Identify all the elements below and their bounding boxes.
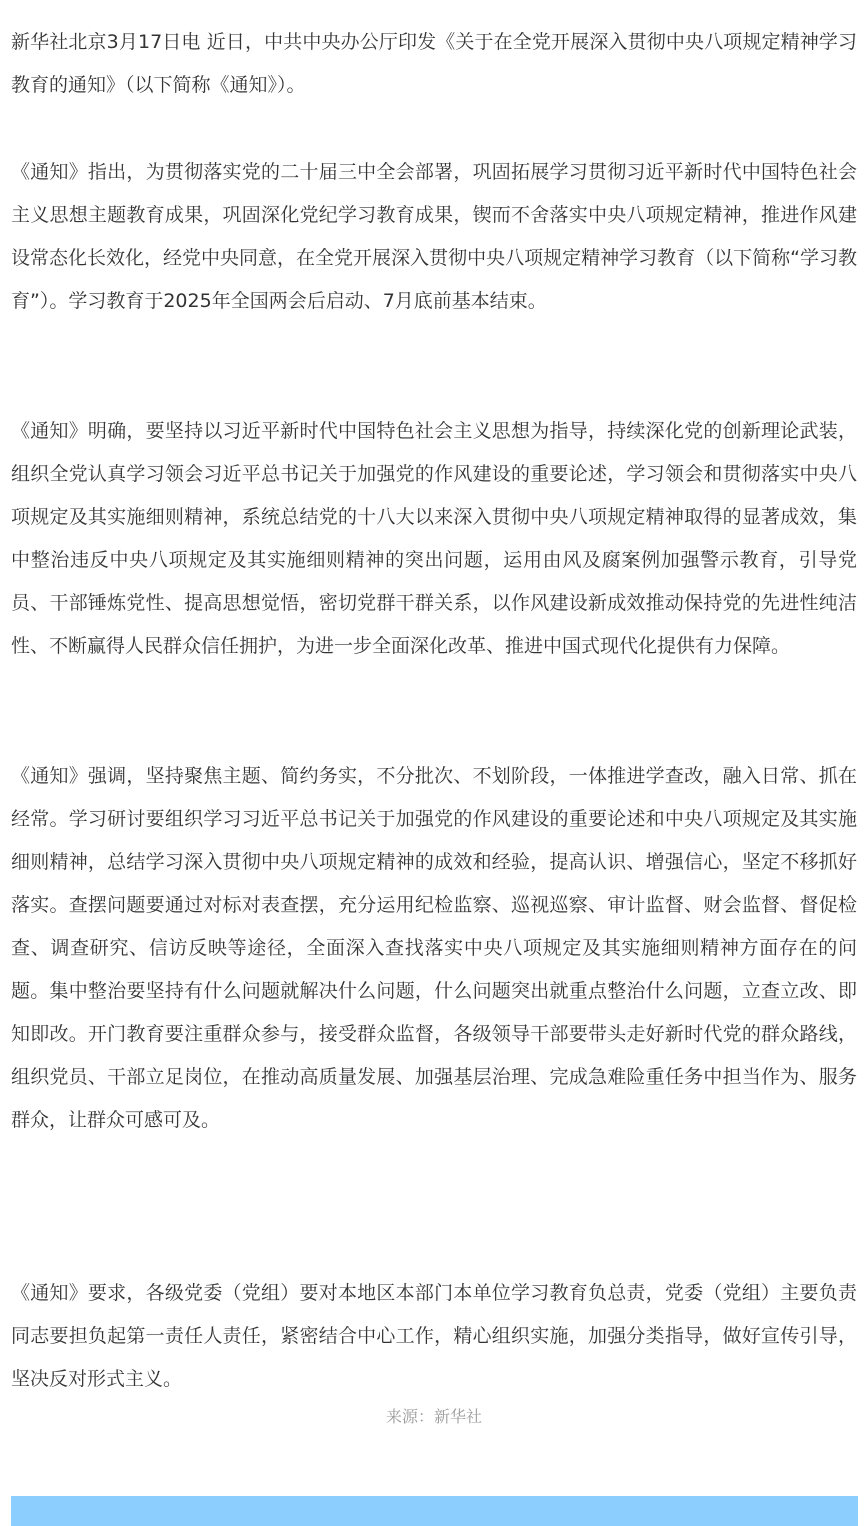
article-paragraph-4: 《通知》强调，坚持聚焦主题、简约务实，不分批次、不划阶段，一体推进学查改，融入日常、抓在经常。学习研讨要组织学习习近平总书记关于加强党的作风建设的重要论述和中央八项规定及其实施细则精神，总结学习深入贯彻中央八项规定精神的成效和经验，提高认识、增强信心，坚定不移抓好落实。查摆问题要通过对标对表查摆，充分运用纪检监察、巡视巡察、审计监督、财会监督、督促检查、调查研究、信访反映等途径，全面深入查找落实中央八项规定及其实施细则精神方面存在的问题。集中整治要坚持有什么问题就解决什么问题，什么问题突出就重点整治什么问题，立查立改、即知即改。开门教育要注重群众参与，接受群众监督，各级领导干部要带头走好新时代党的群众路线，组织党员、干部立足岗位，在推动高质量发展、加强基层治理、完成急难险重任务中担当作为、服务群众，让群众可感可及。 [11,765,857,1131]
article-source: 来源：新华社 [385,1407,482,1426]
article-paragraph-2: 《通知》指出，为贯彻落实党的二十届三中全会部署，巩固拓展学习贯彻习近平新时代中国特色社会主义思想主题教育成果，巩固深化党纪学习教育成果，锲而不舍落实中央八项规定精神，推进作风建设常态化长效化，经党中央同意，在全党开展深入贯彻中央八项规定精神学习教育（以下简称“学习教育”）。学习教育于2025年全国两会后启动、7月底前基本结束。 [11,161,857,312]
bottom-banner-bar [11,1496,858,1526]
article-paragraph-5: 《通知》要求，各级党委（党组）要对本地区本部门本单位学习教育负总责，党委（党组）主要负责同志要担负起第一责任人责任，紧密结合中心工作，精心组织实施，加强分类指导，做好宣传引导，坚决反对形式主义。 [11,1282,857,1390]
article-paragraph-lead: 新华社北京3月17日电 近日，中共中央办公厅印发《关于在全党开展深入贯彻中央八项规定精神学习教育的通知》（以下简称《通知》）。 [11,31,857,96]
article-paragraph-3: 《通知》明确，要坚持以习近平新时代中国特色社会主义思想为指导，持续深化党的创新理论武装，组织全党认真学习领会习近平总书记关于加强党的作风建设的重要论述，学习领会和贯彻落实中央八项规定及其实施细则精神，系统总结党的十八大以来深入贯彻中央八项规定精神取得的显著成效，集中整治违反中央八项规定及其实施细则精神的突出问题，运用由风及腐案例加强警示教育，引导党员、干部锤炼党性、提高思想觉悟，密切党群干群关系，以作风建设新成效推动保持党的先进性纯洁性、不断赢得人民群众信任拥护，为进一步全面深化改革、推进中国式现代化提供有力保障。 [11,420,857,657]
